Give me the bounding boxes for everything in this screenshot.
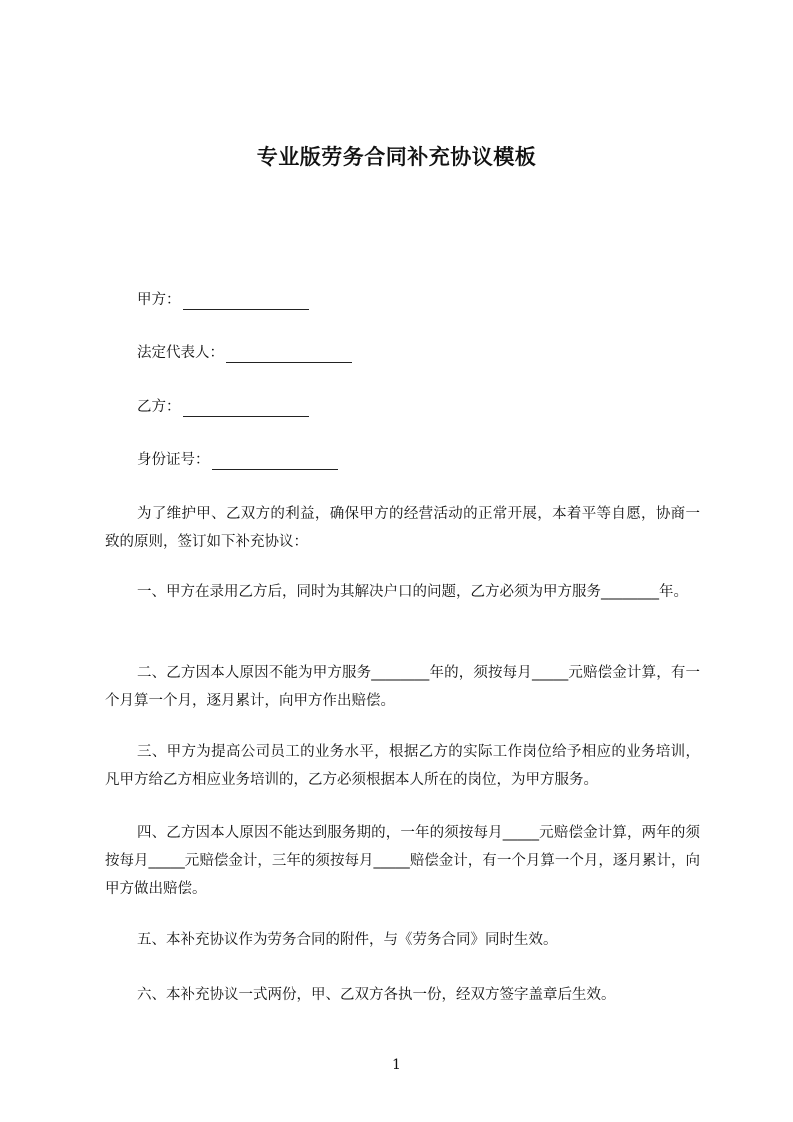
clause-6: 六、本补充协议一式两份，甲、乙双方各执一份，经双方签字盖章后生效。	[137, 987, 616, 1003]
id-number-blank	[212, 453, 338, 470]
field-label: 身份证号：	[137, 452, 210, 468]
page-number: 1	[392, 1057, 401, 1073]
field-id-number	[137, 450, 338, 470]
legal-representative-blank	[226, 346, 352, 363]
clause-4: 四、乙方因本人原因不能达到服务期的，一年的须按每月_____元赔偿金计算，两年的须按每月_____元赔偿金计，三年的须按每月_____赔偿金计，有一个月算一个月，逐月累计，向甲方做出赔偿。	[105, 825, 700, 897]
field-party-a	[137, 290, 309, 310]
party-a-blank	[183, 293, 309, 310]
party-b-blank	[183, 400, 309, 417]
field-label: 乙方：	[137, 399, 181, 415]
field-label: 甲方：	[137, 292, 181, 308]
clause-3: 三、甲方为提高公司员工的业务水平，根据乙方的实际工作岗位给予相应的业务培训，凡甲方给乙方相应业务培训的，乙方必须根据本人所在的岗位，为甲方服务。	[105, 744, 700, 788]
field-label: 法定代表人：	[137, 345, 224, 361]
clause-2: 二、乙方因本人原因不能为甲方服务________年的，须按每月_____元赔偿金计算，有一个月算一个月，逐月累计，向甲方作出赔偿。	[105, 665, 700, 709]
clause-5: 五、本补充协议作为劳务合同的附件，与《劳务合同》同时生效。	[137, 932, 558, 948]
intro-paragraph: 为了维护甲、乙双方的利益，确保甲方的经营活动的正常开展，本着平等自愿，协商一致的原则，签订如下补充协议：	[105, 506, 700, 550]
page-title: 专业版劳务合同补充协议模板	[256, 145, 537, 169]
field-legal-representative	[137, 343, 352, 363]
field-party-b	[137, 397, 309, 417]
clause-1: 一、甲方在录用乙方后，同时为其解决户口的问题，乙方必须为甲方服务________年。	[137, 584, 688, 600]
